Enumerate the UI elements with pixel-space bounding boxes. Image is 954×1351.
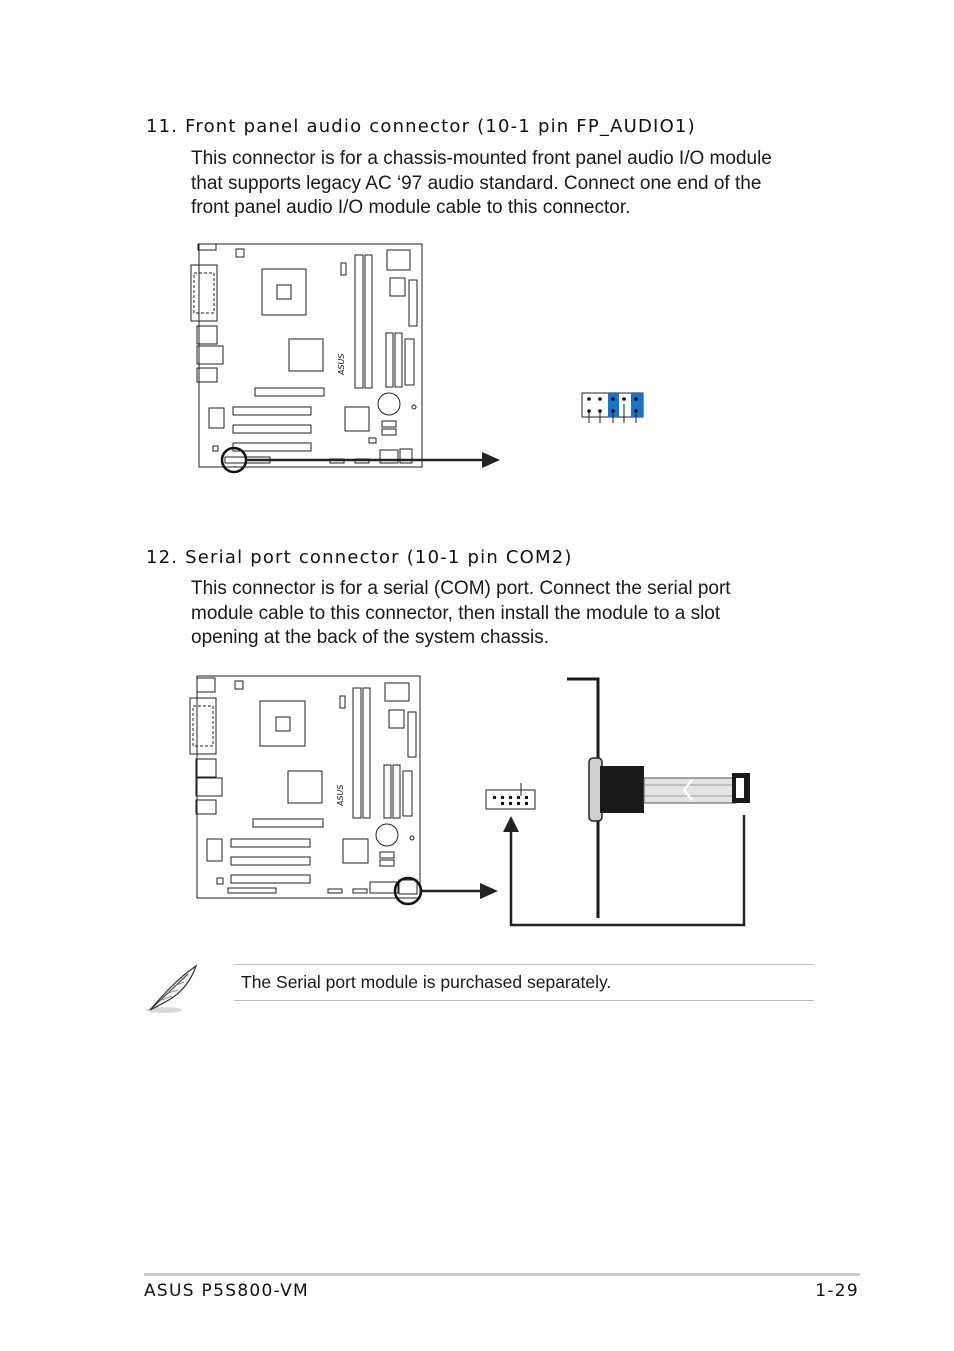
section-11-heading: 11. Front panel audio connector (10-1 pin FP_AUDIO1) xyxy=(146,116,696,137)
com2-pin-header xyxy=(486,783,535,809)
section-11-line-3: front panel audio I/O module cable to this connector. xyxy=(191,197,631,218)
section-12-heading: 12. Serial port connector (10-1 pin COM2) xyxy=(146,547,573,568)
note-text: The Serial port module is purchased separately. xyxy=(241,972,612,992)
section-11-line-1: This connector is for a chassis-mounted front panel audio I/O module xyxy=(191,148,772,169)
cable-route-line xyxy=(511,815,744,925)
section-12-line-3: opening at the back of the system chassis. xyxy=(191,627,550,648)
quill-note-icon xyxy=(144,960,204,1020)
board-logo: ASUS xyxy=(337,353,346,375)
com2-callout-arrowhead xyxy=(480,883,498,899)
serial-bracket-module xyxy=(567,679,750,918)
note-bottom-rule xyxy=(234,1000,814,1001)
footer-page-number: 1-29 xyxy=(815,1281,859,1301)
note-top-rule xyxy=(234,964,814,965)
cable-route-arrowhead xyxy=(503,816,519,832)
section-12-line-2: module cable to this connector, then install the module to a slot xyxy=(191,602,721,624)
footer-product-name: ASUS P5S800-VM xyxy=(144,1281,309,1301)
section-11-line-2: that supports legacy AC ‘97 audio standard. Connect one end of the xyxy=(191,172,762,194)
motherboard-layout-2 xyxy=(190,676,420,898)
board-logo-2: ASUS xyxy=(336,784,345,806)
section-12-line-1: This connector is for a serial (COM) port. Connect the serial port xyxy=(191,578,731,599)
footer-rule xyxy=(144,1273,860,1276)
